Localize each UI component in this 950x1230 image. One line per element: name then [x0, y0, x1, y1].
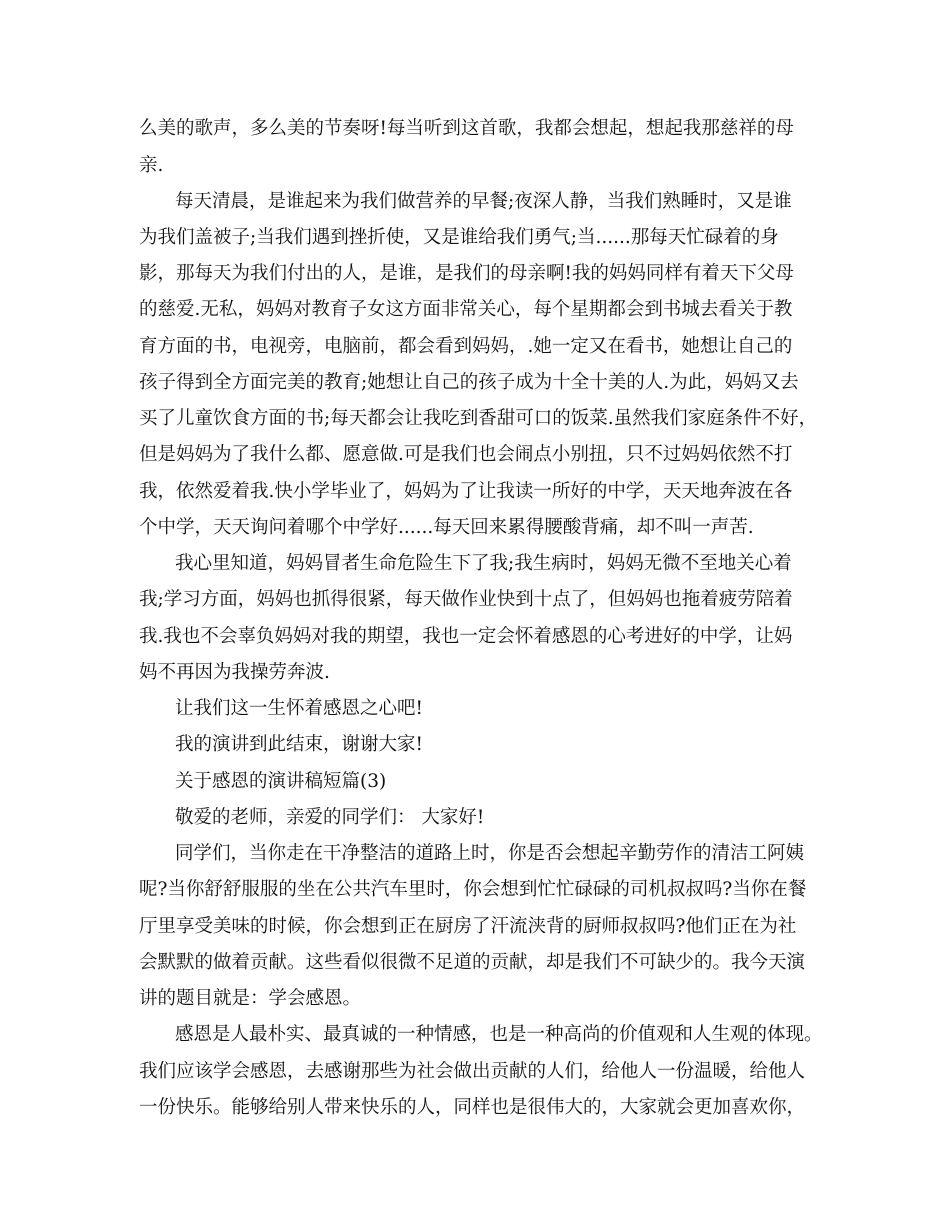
text-line: 孩子得到全方面完美的教育;她想让自己的孩子成为十全十美的人.为此，妈妈又去: [139, 372, 799, 393]
text-line: 妈不再因为我操劳奔波.: [139, 662, 330, 683]
text-line: 会默默的做着贡献。这些看似很微不足道的贡献，却是我们不可缺少的。我今天演: [139, 952, 806, 973]
text-line: 为我们盖被子;当我们遇到挫折使，又是谁给我们勇气;当......那每天忙碌着的身: [139, 227, 779, 248]
text-line: 我们应该学会感恩，去感谢那些为社会做出贡献的人们，给他人一份温暖，给他人: [139, 1061, 806, 1082]
text-line: 一份快乐。能够给别人带来快乐的人，同样也是很伟大的，大家就会更加喜欢你，: [139, 1097, 806, 1118]
text-line: 买了儿童饮食方面的书;每天都会让我吃到香甜可口的饭菜.虽然我们家庭条件不好，: [139, 408, 818, 429]
text-line: 讲的题目就是：学会感恩。: [139, 988, 362, 1009]
text-line: 我的演讲到此结束，谢谢大家!: [175, 734, 423, 755]
text-line: 我心里知道，妈妈冒者生命危险生下了我;我生病时，妈妈无微不至地关心着: [175, 553, 792, 574]
section-heading: 关于感恩的演讲稿短篇(3): [175, 771, 387, 792]
text-line: 让我们这一生怀着感恩之心吧!: [175, 698, 423, 719]
text-line: 么美的歌声，多么美的节奏呀!每当听到这首歌，我都会想起，想起我那慈祥的母: [139, 118, 794, 139]
text-line: 但是妈妈为了我什么都、愿意做.可是我们也会闹点小别扭，只不过妈妈依然不打: [139, 444, 793, 465]
text-line: 的慈爱.无私，妈妈对教育子女这方面非常关心，每个星期都会到书城去看关于教: [139, 299, 793, 320]
text-line: 厅里享受美味的时候，你会想到正在厨房了汗流浃背的厨师叔叔吗?他们正在为社: [139, 916, 797, 937]
text-line: 育方面的书，电视旁，电脑前，都会看到妈妈，.她一定又在看书，她想让自己的: [139, 336, 793, 357]
text-line: 亲.: [139, 155, 164, 176]
text-line: 我;学习方面，妈妈也抓得很紧，每天做作业快到十点了，但妈妈也拖着疲劳陪着: [139, 589, 793, 610]
text-line: 个中学，天天询问着哪个中学好......每天回来累得腰酸背痛，却不叫一声苦.: [139, 517, 754, 538]
text-line: 同学们，当你走在干净整洁的道路上时，你是否会想起辛勤劳作的清洁工阿姨: [175, 843, 805, 864]
text-line: 每天清晨，是谁起来为我们做营养的早餐;夜深人静，当我们熟睡时，又是谁: [175, 191, 792, 212]
text-line: 感恩是人最朴实、最真诚的一种情感，也是一种高尚的价值观和人生观的体现。: [175, 1024, 823, 1045]
text-line: 我.我也不会辜负妈妈对我的期望，我也一定会怀着感恩的心考进好的中学，让妈: [139, 626, 793, 647]
text-line: 我，依然爱着我.快小学毕业了，妈妈为了让我读一所好的中学，天天地奔波在各: [139, 481, 793, 502]
salutation: 敬爱的老师，亲爱的同学们： 大家好!: [175, 807, 485, 828]
text-line: 影，那每天为我们付出的人，是谁，是我们的母亲啊!我的妈妈同样有着天下父母: [139, 263, 794, 284]
text-line: 呢?当你舒舒服服的坐在公共汽车里时，你会想到忙忙碌碌的司机叔叔吗?当你在餐: [139, 879, 807, 900]
